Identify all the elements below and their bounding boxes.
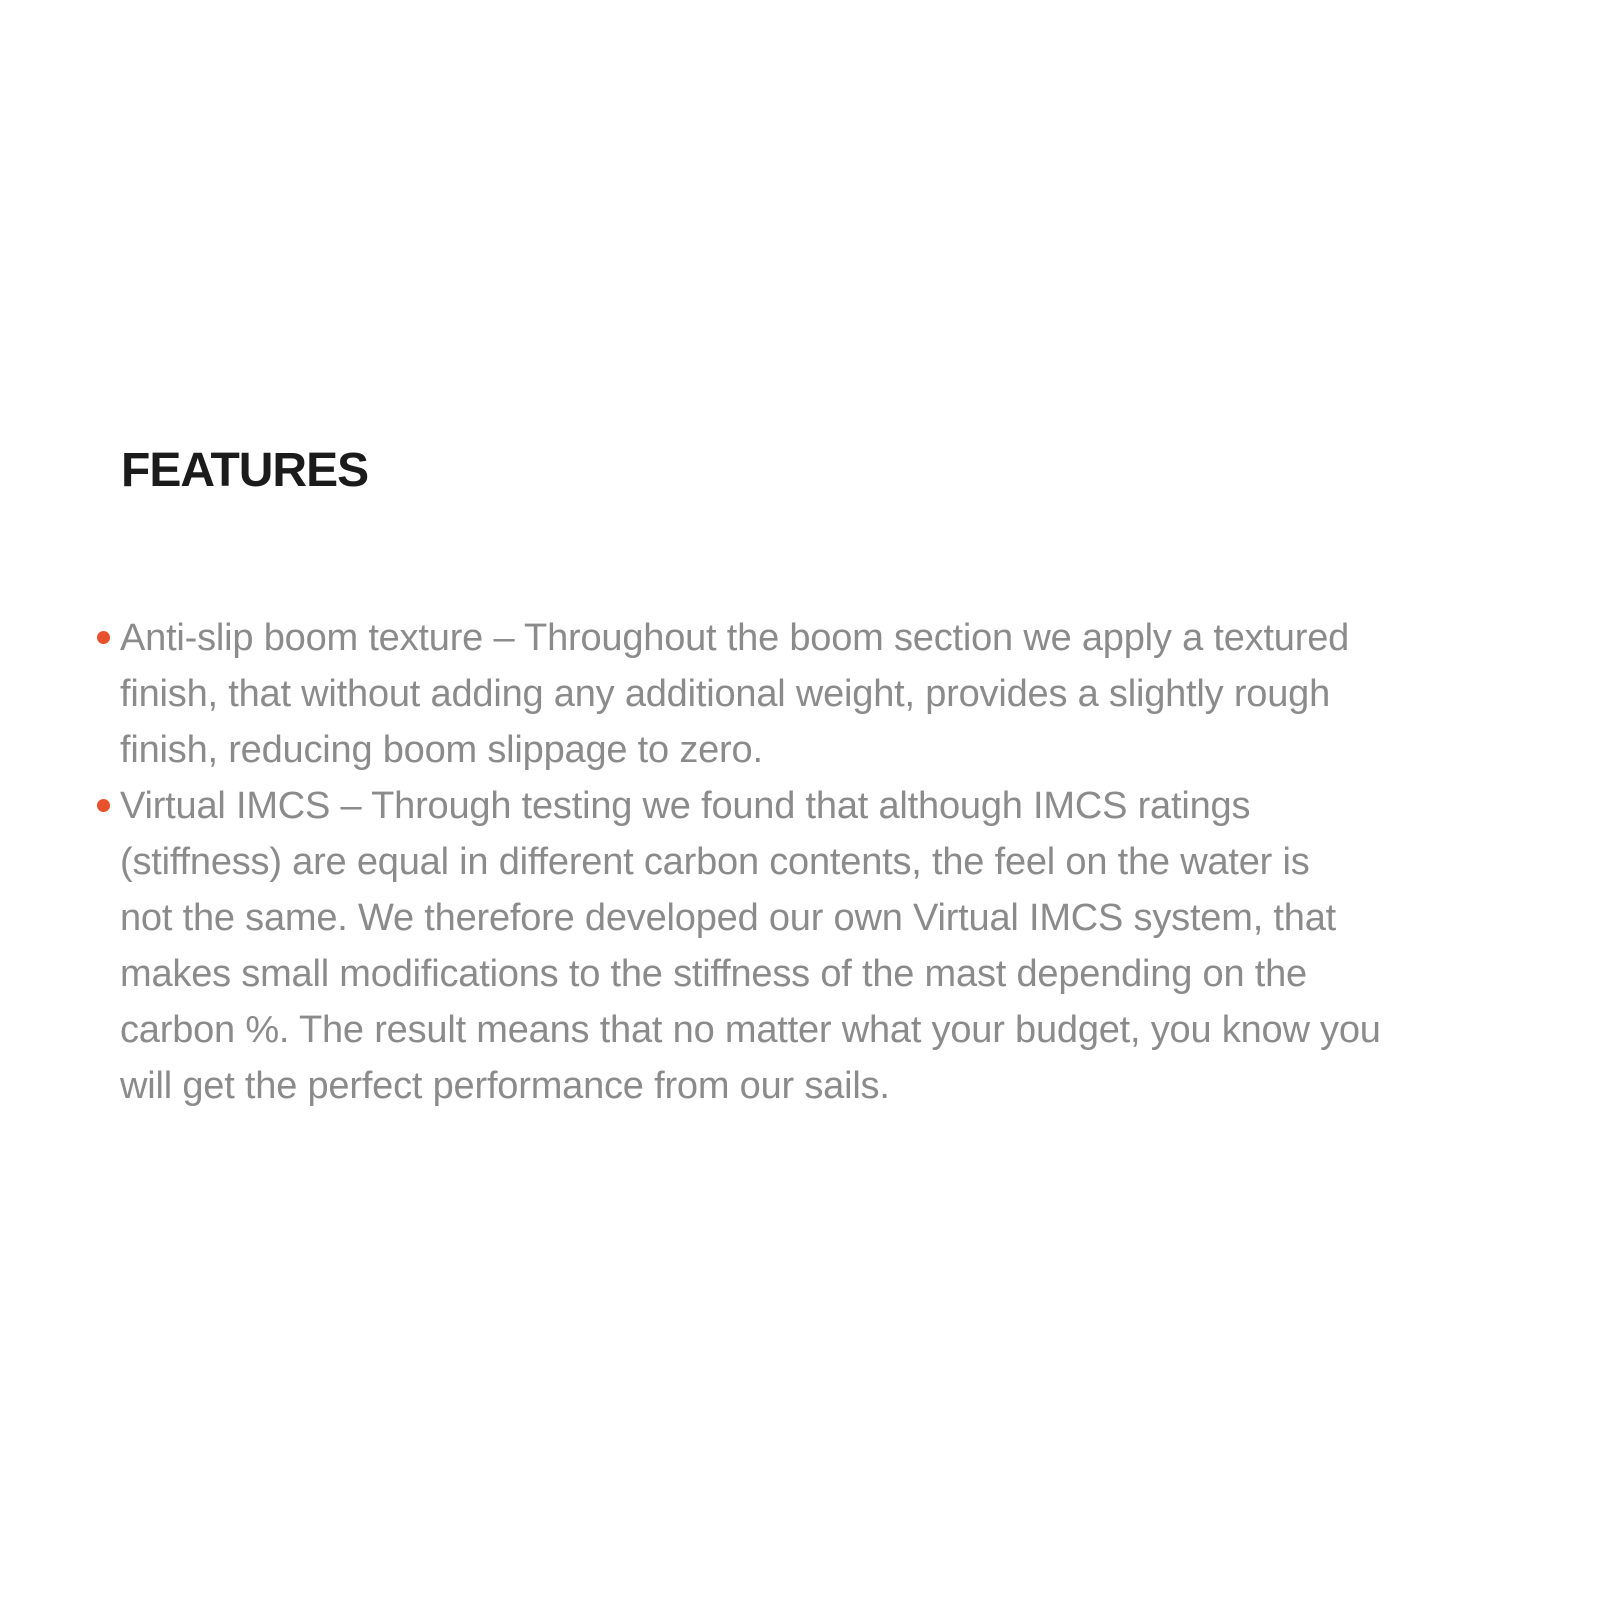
feature-item-virtual-imcs [120,778,1520,1114]
bullet-icon [97,799,110,812]
feature-line: not the same. We therefore developed our own Virtual IMCS system, that [120,897,1336,939]
feature-line: (stiffness) are equal in different carbon contents, the feel on the water is [120,841,1310,883]
feature-line: Virtual IMCS – Through testing we found that although IMCS ratings [120,785,1251,827]
section-title: FEATURES [121,444,369,497]
feature-line: finish, reducing boom slippage to zero. [120,729,763,771]
bullet-icon [97,631,110,644]
feature-item-anti-slip [120,610,1520,778]
feature-line: Anti-slip boom texture – Throughout the boom section we apply a textured [120,617,1350,659]
feature-line: makes small modifications to the stiffness of the mast depending on the [120,953,1307,995]
feature-line: will get the perfect performance from our sails. [120,1065,890,1107]
feature-line: carbon %. The result means that no matter what your budget, you know you [120,1009,1381,1051]
features-list [120,610,1520,1114]
feature-line: finish, that without adding any additional weight, provides a slightly rough [120,673,1331,715]
